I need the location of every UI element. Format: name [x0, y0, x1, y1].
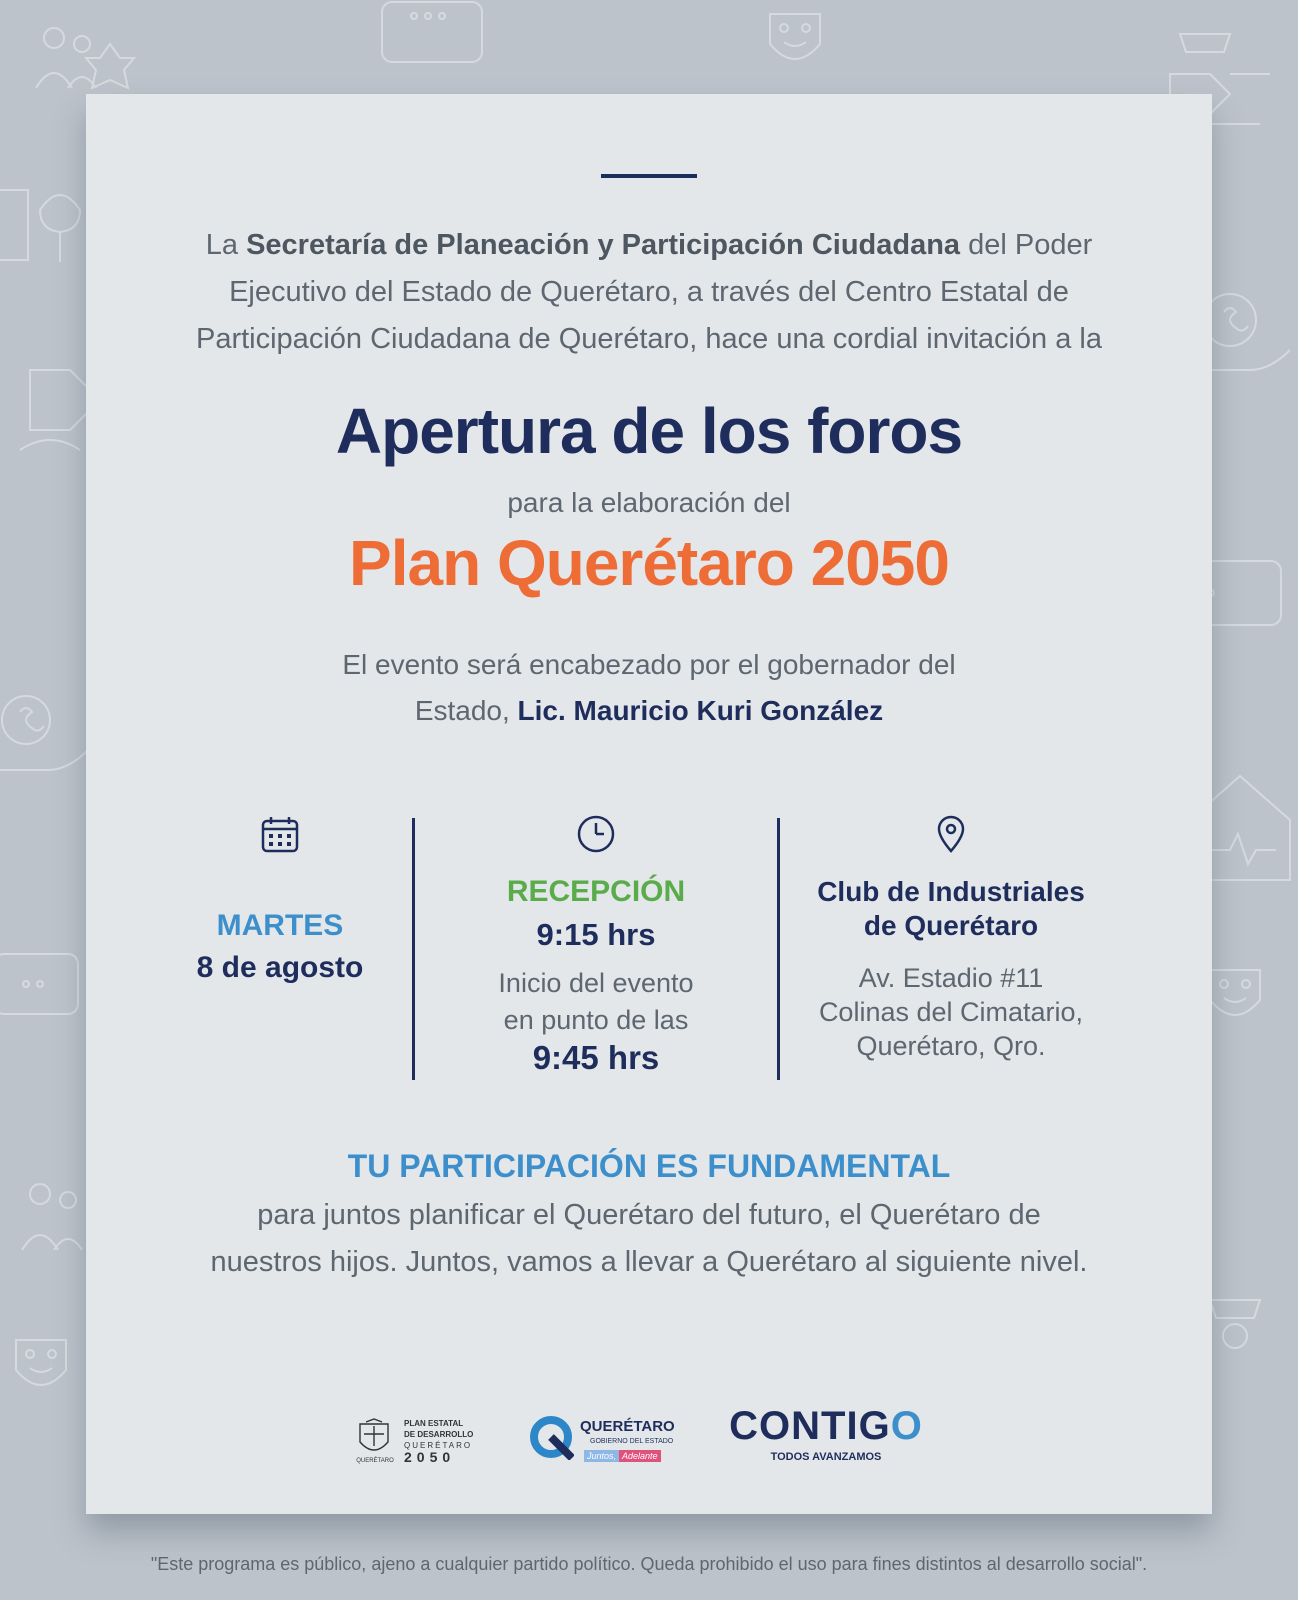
start-text [466, 965, 726, 1039]
venue-name-line2: de Querétaro [863, 910, 1039, 941]
event-headline: Apertura de los foros [335, 395, 963, 467]
venue-column [786, 814, 1116, 1063]
venue-name-line1: Club de Industriales [817, 876, 1085, 907]
address-line2: Colinas del Cimatario, [818, 997, 1084, 1027]
top-divider [601, 174, 697, 178]
closing-line2: nuestros hijos. Juntos, vamos a llevar a Querétaro al siguiente nivel. [210, 1246, 1088, 1278]
seal-label: QUERÉTARO [356, 1458, 394, 1464]
logo-strip [86, 1404, 1212, 1474]
governor-name: Lic. Mauricio Kuri González [517, 695, 884, 726]
column-divider [777, 818, 780, 1080]
chat-bubble-icon [376, 0, 496, 81]
contigo-word-a: CONTIG [729, 1404, 891, 1448]
address-line1: Av. Estadio #11 [858, 963, 1044, 993]
start-time: 9:45 hrs [532, 1039, 660, 1076]
gobierno-logo-sub: GOBIERNO DEL ESTADO [590, 1438, 674, 1445]
slogan-part2: Adelante [619, 1450, 661, 1462]
plan-logo-line3: QUERÉTARO [404, 1441, 473, 1450]
q-logo-icon [528, 1414, 574, 1460]
contigo-wordmark [726, 1404, 926, 1449]
led-by-prefix: Estado, [414, 695, 518, 726]
invitation-card [86, 94, 1212, 1514]
start-line2: en punto de las [503, 1005, 689, 1035]
event-day: MARTES [216, 909, 344, 942]
closing-paragraph [146, 1192, 1152, 1286]
intro-rest: del Poder Ejecutivo del Estado de Querétaro, a través del Centro Estatal de Participación Ciudadana de Querétaro, hace una cordial invitación a la [195, 229, 1102, 355]
closing-line1: para juntos planificar el Querétaro del futuro, el Querétaro de [257, 1199, 1041, 1231]
plan-logo-line1: PLAN ESTATAL [404, 1419, 464, 1428]
address-line3: Querétaro, Qro. [856, 1031, 1046, 1061]
chat-bubble-icon [0, 950, 90, 1045]
contigo-subtitle: TODOS AVANZAMOS [770, 1451, 882, 1463]
venue-address [786, 961, 1116, 1063]
family-icon [24, 18, 144, 103]
column-divider [412, 818, 415, 1080]
plan-logo-year: 2050 [404, 1449, 456, 1465]
calendar-icon [150, 814, 410, 859]
intro-paragraph [146, 222, 1152, 363]
cta-heading: TU PARTICIPACIÓN ES FUNDAMENTAL [347, 1148, 951, 1184]
event-subline: para la elaboración del [507, 487, 791, 518]
organizer-name: Secretaría de Planeación y Participación Ciudadana [246, 229, 961, 261]
date-column [150, 814, 410, 985]
led-by-line1: El evento será encabezado por el gobernador del [342, 649, 956, 680]
gobierno-logo-name: QUERÉTARO [580, 1418, 675, 1435]
theater-mask-icon [1200, 960, 1298, 1065]
start-line1: Inicio del evento [498, 968, 694, 998]
plan-logo-text [404, 1418, 484, 1463]
legal-disclaimer: "Este programa es público, ajeno a cualquier partido político. Queda prohibido el uso para fines distintos al desarrollo social". [150, 1554, 1148, 1574]
plan-title: Plan Querétaro 2050 [349, 527, 949, 599]
theater-mask-icon [750, 4, 870, 89]
state-seal-icon [356, 1418, 392, 1458]
slogan-part1: Juntos, [584, 1450, 619, 1462]
contigo-word-b: O [890, 1404, 923, 1448]
venue-name [786, 875, 1116, 943]
clock-icon [466, 814, 726, 859]
event-date: 8 de agosto [196, 951, 364, 984]
location-pin-icon [786, 814, 1116, 859]
contigo-logo [726, 1404, 926, 1463]
city-tree-icon [0, 170, 90, 285]
reception-time: 9:15 hrs [536, 917, 656, 952]
time-column [466, 814, 726, 1077]
led-by-text [86, 642, 1212, 734]
gobierno-slogan [584, 1450, 661, 1462]
plan-logo-line2: DE DESARROLLO [404, 1430, 474, 1439]
intro-prefix: La [205, 229, 247, 261]
reception-label: RECEPCIÓN [506, 875, 686, 908]
